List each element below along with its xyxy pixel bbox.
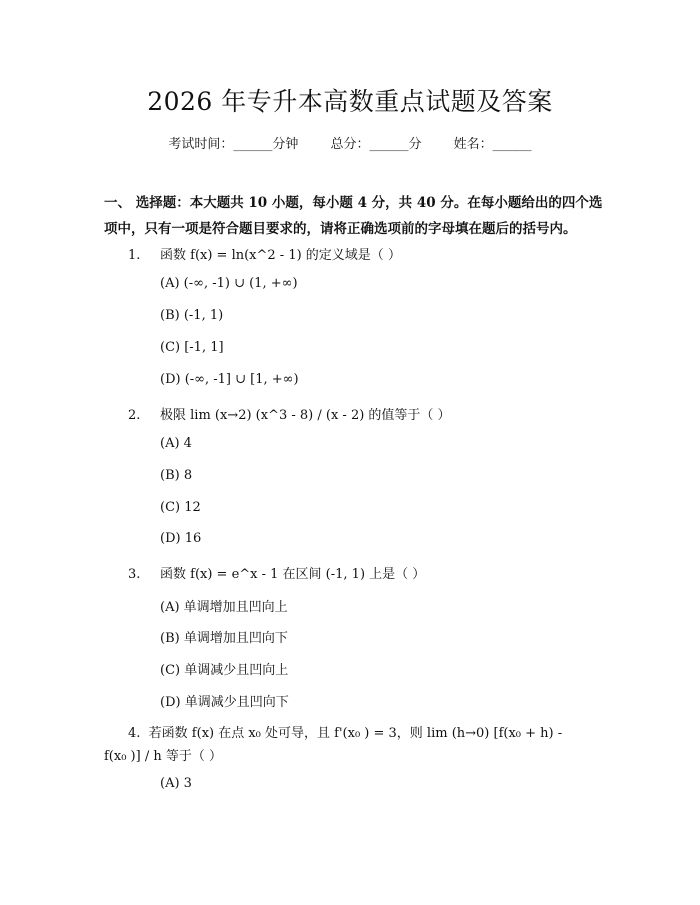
question-number: 4.	[128, 726, 141, 741]
q3-option-b: (B) 单调增加且凹向下	[160, 631, 288, 646]
page-title: 2026 年专升本高数重点试题及答案	[147, 87, 553, 116]
q3-option-a: (A) 单调增加且凹向上	[160, 600, 288, 615]
q2-option-a: (A) 4	[160, 436, 192, 451]
q1-option-b: (B) (-1, 1)	[160, 308, 224, 323]
question-text: 若函数 f(x) 在点 x₀ 处可导，且 f'(x₀ ) = 3，则 lim (h→0) [f(x₀ + h) - f(x₀ )] / h 等于（ ）	[104, 726, 563, 764]
q2-option-c: (C) 12	[160, 500, 201, 515]
q1-option-d: (D) (-∞, -1] ∪ [1, +∞)	[160, 372, 299, 387]
question-text: 极限 lim (x→2) (x^3 - 8) / (x - 2) 的值等于（ ）	[160, 408, 451, 423]
q2-option-d: (D) 16	[160, 531, 202, 546]
question-number: 2.	[128, 408, 141, 423]
q4-option-a: (A) 3	[160, 776, 192, 791]
q1-option-a: (A) (-∞, -1) ∪ (1, +∞)	[160, 276, 298, 291]
exam-info-line	[0, 133, 700, 152]
question-number: 1.	[128, 248, 141, 263]
total-score-field: 总分：______分	[330, 137, 422, 152]
exam-time-field: 考试时间：______分钟	[168, 137, 299, 152]
q2-option-b: (B) 8	[160, 468, 193, 483]
name-field: 姓名：______	[453, 137, 532, 152]
q1-option-c: (C) [-1, 1]	[160, 340, 224, 355]
question-3	[128, 563, 425, 582]
question-text: 函数 f(x) = ln(x^2 - 1) 的定义域是（ ）	[160, 248, 401, 263]
question-1	[128, 244, 401, 263]
question-4	[104, 722, 574, 768]
question-text: 函数 f(x) = e^x - 1 在区间 (-1, 1) 上是（ ）	[160, 567, 426, 582]
question-2	[128, 404, 451, 423]
q3-option-d: (D) 单调减少且凹向下	[160, 695, 289, 710]
q3-option-c: (C) 单调减少且凹向上	[160, 663, 289, 678]
question-number: 3.	[128, 567, 141, 582]
section-intro: 一、 选择题：本大题共 10 小题，每小题 4 分，共 40 分。在每小题给出的四个选项中，只有一项是符合题目要求的，请将正确选项前的字母填在题后的括号内。	[104, 195, 603, 237]
